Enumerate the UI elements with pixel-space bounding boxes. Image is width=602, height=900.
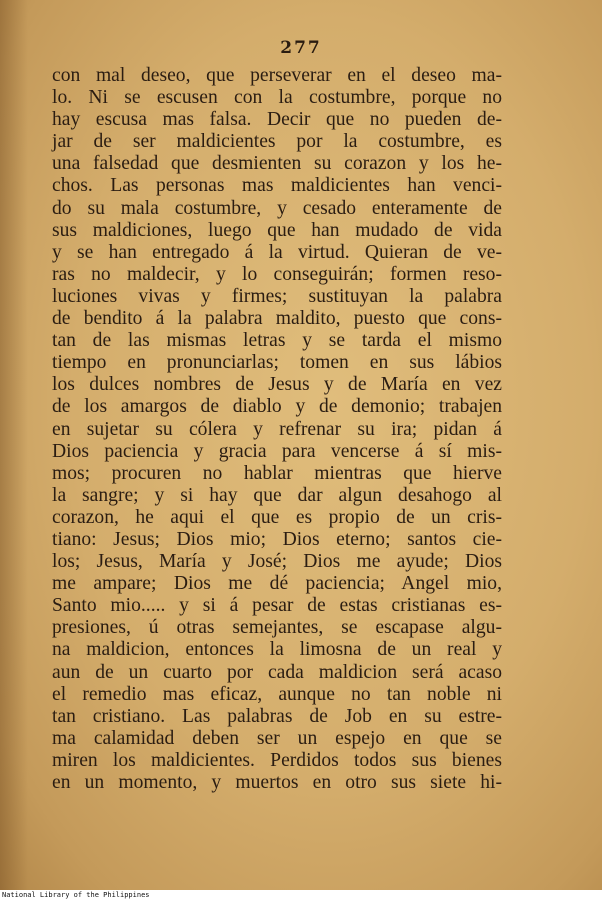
- text-line: lo. Ni se escusen con la costumbre, porque no: [52, 87, 502, 109]
- text-line: el remedio mas eficaz, aunque no tan noble ni: [52, 683, 502, 705]
- text-line: mos; procuren no hablar mientras que hierve: [52, 462, 502, 484]
- text-line: corazon, he aqui el que es propio de un cris-: [52, 506, 502, 528]
- text-line: ma calamidad deben ser un espejo en que se: [52, 727, 502, 749]
- text-line: en sujetar su cólera y refrenar su ira; pidan á: [52, 418, 502, 440]
- body-text: [52, 65, 502, 794]
- page-number: 277: [280, 38, 322, 58]
- text-line: la sangre; y si hay que dar algun desahogo al: [52, 484, 502, 506]
- text-line: presiones, ú otras semejantes, se escapase algu-: [52, 617, 502, 639]
- text-line: los; Jesus, María y José; Dios me ayude; Dios: [52, 551, 502, 573]
- text-line: con mal deseo, que perseverar en el deseo ma-: [52, 65, 502, 86]
- text-line: hay escusa mas falsa. Decir que no pueden de-: [52, 109, 502, 131]
- text-line: luciones vivas y firmes; sustituyan la palabra: [52, 285, 502, 307]
- text-line: tan cristiano. Las palabras de Job en su estre-: [52, 705, 502, 727]
- text-line: sus maldiciones, luego que han mudado de vida: [52, 219, 502, 241]
- text-line: Dios paciencia y gracia para vencerse á sí mis-: [52, 440, 502, 462]
- text-line: tiano: Jesus; Dios mio; Dios eterno; santos cie-: [52, 528, 502, 550]
- text-line: de los amargos de diablo y de demonio; trabajen: [52, 396, 502, 418]
- text-line: tiempo en pronunciarlas; tomen en sus lábios: [52, 352, 502, 374]
- text-line: do su mala costumbre, y cesado enteramente de: [52, 197, 502, 219]
- text-line: en un momento, y muertos en otro sus siete hi-: [52, 772, 502, 793]
- text-line: chos. Las personas mas maldicientes han venci-: [52, 175, 502, 197]
- library-credit: National Library of the Philippines: [2, 891, 150, 899]
- text-line: jar de ser maldicientes por la costumbre, es: [52, 131, 502, 153]
- text-line: na maldicion, entonces la limosna de un real y: [52, 639, 502, 661]
- text-line: los dulces nombres de Jesus y de María en vez: [52, 374, 502, 396]
- text-line: miren los maldicientes. Perdidos todos sus bienes: [52, 749, 502, 771]
- text-line: ras no maldecir, y lo conseguirán; formen reso-: [52, 263, 502, 285]
- text-line: me ampare; Dios me dé paciencia; Angel mio,: [52, 573, 502, 595]
- text-line: una falsedad que desmienten su corazon y los he-: [52, 153, 502, 175]
- text-line: aun de un cuarto por cada maldicion será acaso: [52, 661, 502, 683]
- text-line: de bendito á la palabra maldito, puesto que cons-: [52, 308, 502, 330]
- text-line: Santo mio..... y si á pesar de estas cristianas es-: [52, 595, 502, 617]
- text-line: tan de las mismas letras y se tarda el mismo: [52, 330, 502, 352]
- text-line: y se han entregado á la virtud. Quieran de ve-: [52, 241, 502, 263]
